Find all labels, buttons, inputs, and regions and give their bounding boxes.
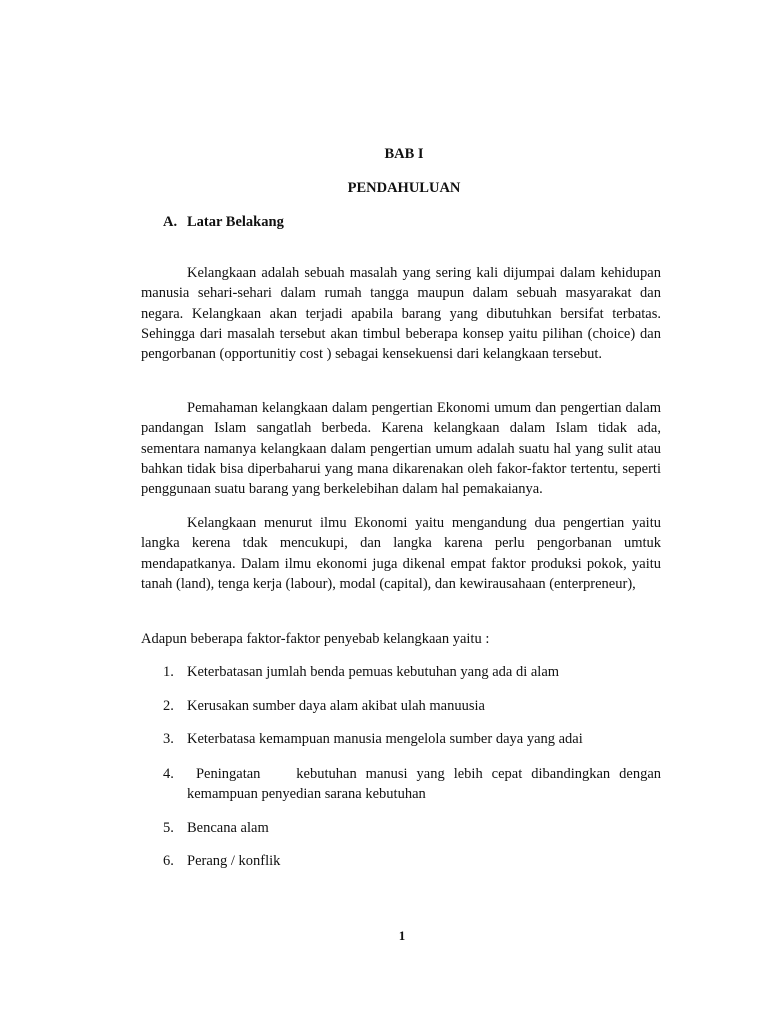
- paragraph-3: [141, 513, 661, 594]
- list-text: Keterbatasan jumlah benda pemuas kebutuhan yang ada di alam: [187, 664, 560, 680]
- paragraph-text: Adapun beberapa faktor-faktor penyebab kelangkaan yaitu :: [141, 631, 490, 647]
- list-number: 1.: [163, 664, 174, 680]
- list-text: Bencana alam: [187, 820, 269, 836]
- paragraph-text: Kelangkaan adalah sebuah masalah yang sering kali dijumpai dalam kehidupan manusia sehari-sehari dalam rumah tangga maupun dalam sebuah masyarakat dan negara. Kelangkaan akan terjadi apabila barang yang dibutuhkan bersifat terbatas. Sehingga dari masalah tersebut akan timbul beberapa konsep yaitu pilihan (choice) dan pengorbanan (opportunitiy cost ) sebagai kensekuensi dari kelangkaan tersebut.: [141, 265, 661, 363]
- paragraph-1: [141, 263, 661, 364]
- chapter-number: BAB I: [384, 146, 424, 162]
- paragraph-text: Kelangkaan menurut ilmu Ekonomi yaitu mengandung dua pengertian yaitu langka kerena tdak mencukupi, dan langka karena perlu pengorbanan umtuk mendapatkanya. Dalam ilmu ekonomi juga dikenal empat faktor produksi pokok, yaitu tanah (land), tenga kerja (labour), modal (capital), dan kewirausahaan (enterpreneur),: [141, 515, 661, 592]
- list-number: 6.: [163, 853, 174, 869]
- list-text: Peningatan kebutuhan manusi yang lebih cepat dibandingkan dengan kemampuan penyedian sarana kebutuhan: [187, 766, 665, 803]
- section-title: Latar Belakang: [187, 214, 284, 230]
- list-number: 5.: [163, 820, 174, 836]
- paragraph-text: Pemahaman kelangkaan dalam pengertian Ekonomi umum dan pengertian dalam pandangan Islam sangatlah berbeda. Karena kelangkaan dalam Islam tidak ada, sementara namanya kelangkaan dalam pengertian umum adalah suatu hal yang sulit atau bahkan tidak bisa diperbaharui yang mana dikarenakan oleh fakor-faktor tertentu, seperti penggunaan suatu barang yang berkelebihan dalam hal pemakaianya.: [141, 400, 661, 498]
- paragraph-2: [141, 398, 661, 499]
- list-text: Keterbatasa kemampuan manusia mengelola sumber daya yang adai: [187, 731, 583, 747]
- list-intro: [141, 629, 661, 649]
- chapter-title: PENDAHULUAN: [347, 180, 461, 196]
- list-number: 3.: [163, 731, 174, 747]
- list-number: 4.: [163, 766, 174, 782]
- list-text: Perang / konflik: [187, 853, 281, 869]
- section-heading: [163, 214, 284, 231]
- section-letter: A.: [163, 214, 178, 230]
- page-number: 1: [398, 928, 406, 943]
- list-number: 2.: [163, 698, 174, 714]
- list-text: Kerusakan sumber daya alam akibat ulah manuusia: [187, 698, 485, 714]
